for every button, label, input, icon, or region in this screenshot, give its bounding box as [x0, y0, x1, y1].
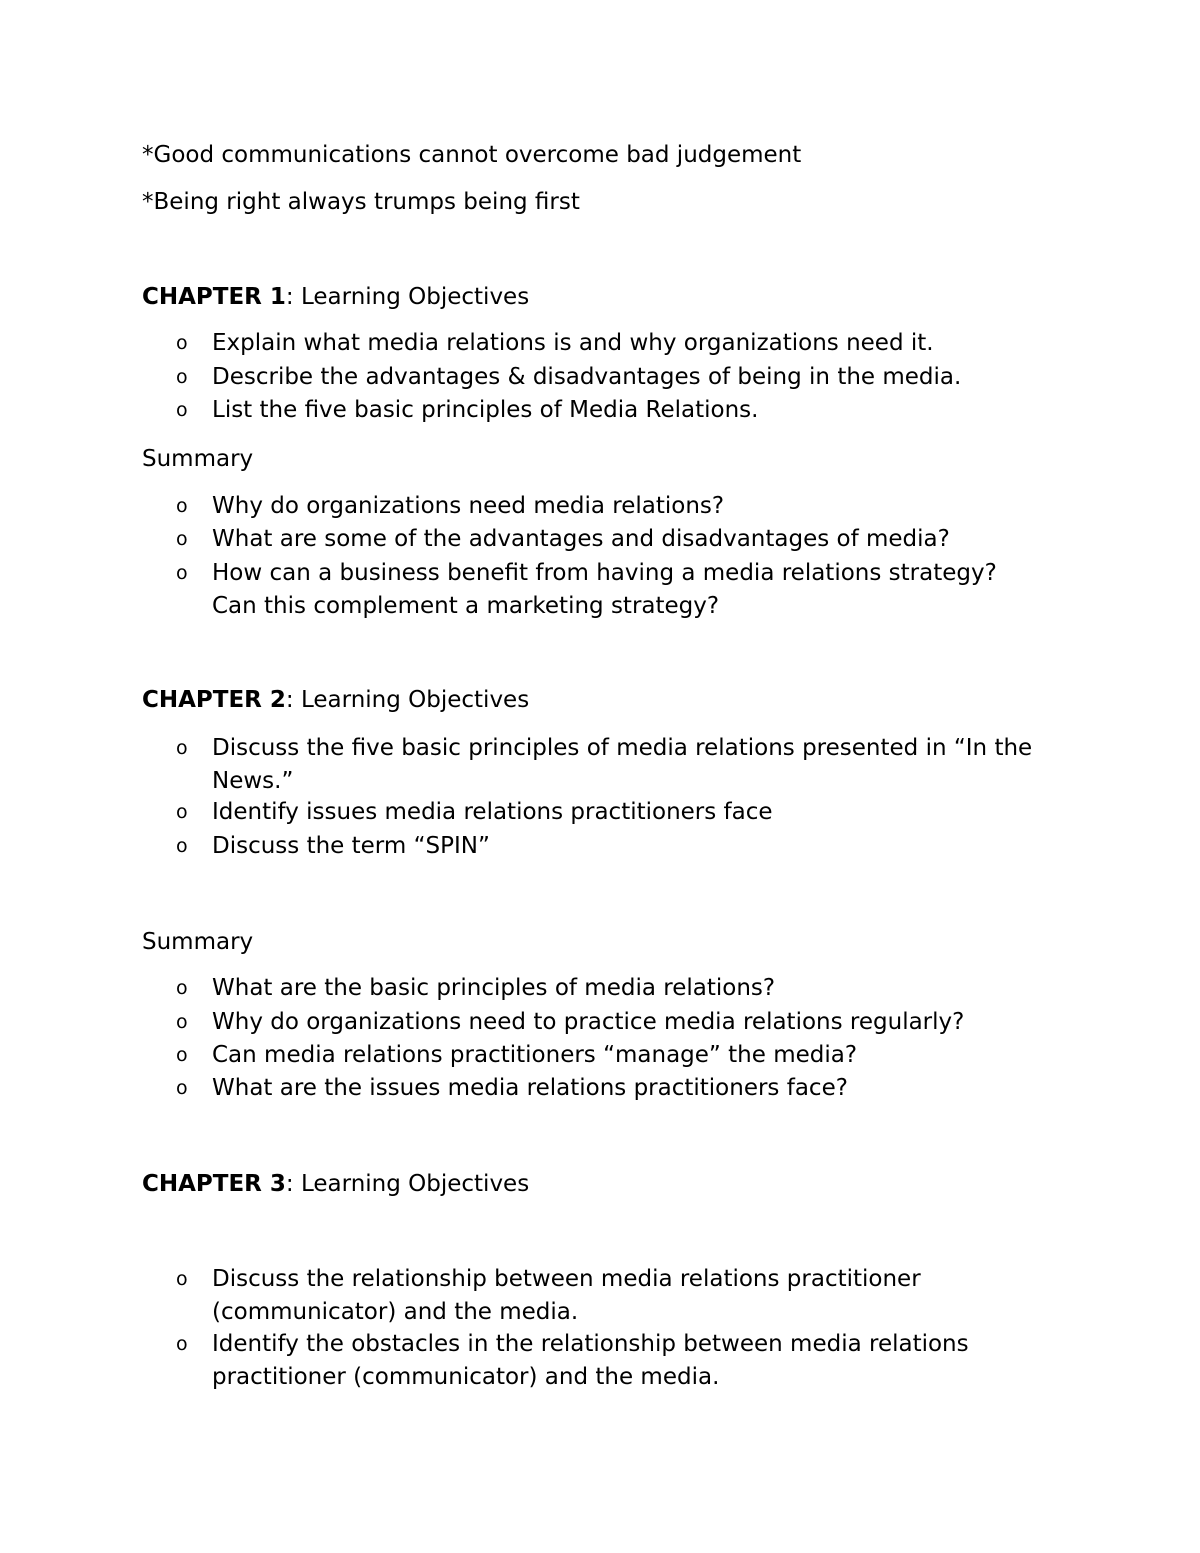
bullet-marker: o — [176, 1077, 188, 1099]
bullet-marker: o — [176, 977, 188, 999]
chapter-2-objective-2: Identify issues media relations practitioners face — [212, 799, 773, 825]
bullet-marker: o — [176, 495, 188, 517]
chapter-2-objective-3: Discuss the term “SPIN” — [212, 833, 490, 859]
bullet-marker: o — [176, 1011, 188, 1033]
chapter-1-summary-heading: Summary — [142, 446, 254, 472]
chapter-1-summary-3-line-1: How can a business benefit from having a media relations strategy? — [212, 560, 997, 586]
chapter-3-objective-2-line-1: Identify the obstacles in the relationship between media relations — [212, 1331, 969, 1357]
bullet-marker: o — [176, 528, 188, 550]
chapter-2-summary-1: What are the basic principles of media relations? — [212, 975, 776, 1001]
chapter-1-objective-2: Describe the advantages & disadvantages of being in the media. — [212, 364, 962, 390]
chapter-2-summary-3: Can media relations practitioners “manage” the media? — [212, 1042, 858, 1068]
bullet-marker: o — [176, 1044, 188, 1066]
intro-line-1: *Good communications cannot overcome bad judgement — [142, 142, 802, 168]
bullet-marker: o — [176, 562, 188, 584]
bullet-marker: o — [176, 1333, 188, 1355]
chapter-1-heading-suffix: : Learning Objectives — [285, 284, 530, 310]
bullet-marker: o — [176, 332, 188, 354]
chapter-3-objective-1-line-1: Discuss the relationship between media relations practitioner — [212, 1266, 921, 1292]
chapter-3-objective-2-line-2: practitioner (communicator) and the media. — [212, 1364, 720, 1390]
chapter-2-objective-1-line-2: News.” — [212, 768, 294, 794]
bullet-marker: o — [176, 366, 188, 388]
chapter-3-heading — [142, 1168, 529, 1201]
chapter-2-summary-4: What are the issues media relations practitioners face? — [212, 1075, 848, 1101]
chapter-2-objective-1-line-1: Discuss the five basic principles of media relations presented in “In the — [212, 735, 1033, 761]
bullet-marker: o — [176, 801, 188, 823]
chapter-1-summary-1: Why do organizations need media relations? — [212, 493, 725, 519]
chapter-2-summary-heading: Summary — [142, 929, 254, 955]
chapter-1-label: CHAPTER 1 — [142, 284, 286, 310]
chapter-1-objective-1: Explain what media relations is and why organizations need it. — [212, 330, 934, 356]
chapter-1-summary-3-line-2: Can this complement a marketing strategy? — [212, 593, 720, 619]
bullet-marker: o — [176, 835, 188, 857]
chapter-2-label: CHAPTER 2 — [142, 687, 286, 713]
chapter-2-heading-suffix: : Learning Objectives — [285, 687, 530, 713]
chapter-3-label: CHAPTER 3 — [142, 1171, 286, 1197]
chapter-3-objective-1-line-2: (communicator) and the media. — [212, 1299, 579, 1325]
chapter-2-summary-2: Why do organizations need to practice media relations regularly? — [212, 1009, 965, 1035]
bullet-marker: o — [176, 399, 188, 421]
chapter-1-summary-2: What are some of the advantages and disadvantages of media? — [212, 526, 950, 552]
bullet-marker: o — [176, 1268, 188, 1290]
intro-line-2: *Being right always trumps being first — [142, 189, 580, 215]
chapter-2-heading — [142, 684, 529, 717]
chapter-1-heading — [142, 281, 529, 314]
bullet-marker: o — [176, 737, 188, 759]
chapter-1-objective-3: List the five basic principles of Media Relations. — [212, 397, 759, 423]
chapter-3-heading-suffix: : Learning Objectives — [285, 1171, 530, 1197]
